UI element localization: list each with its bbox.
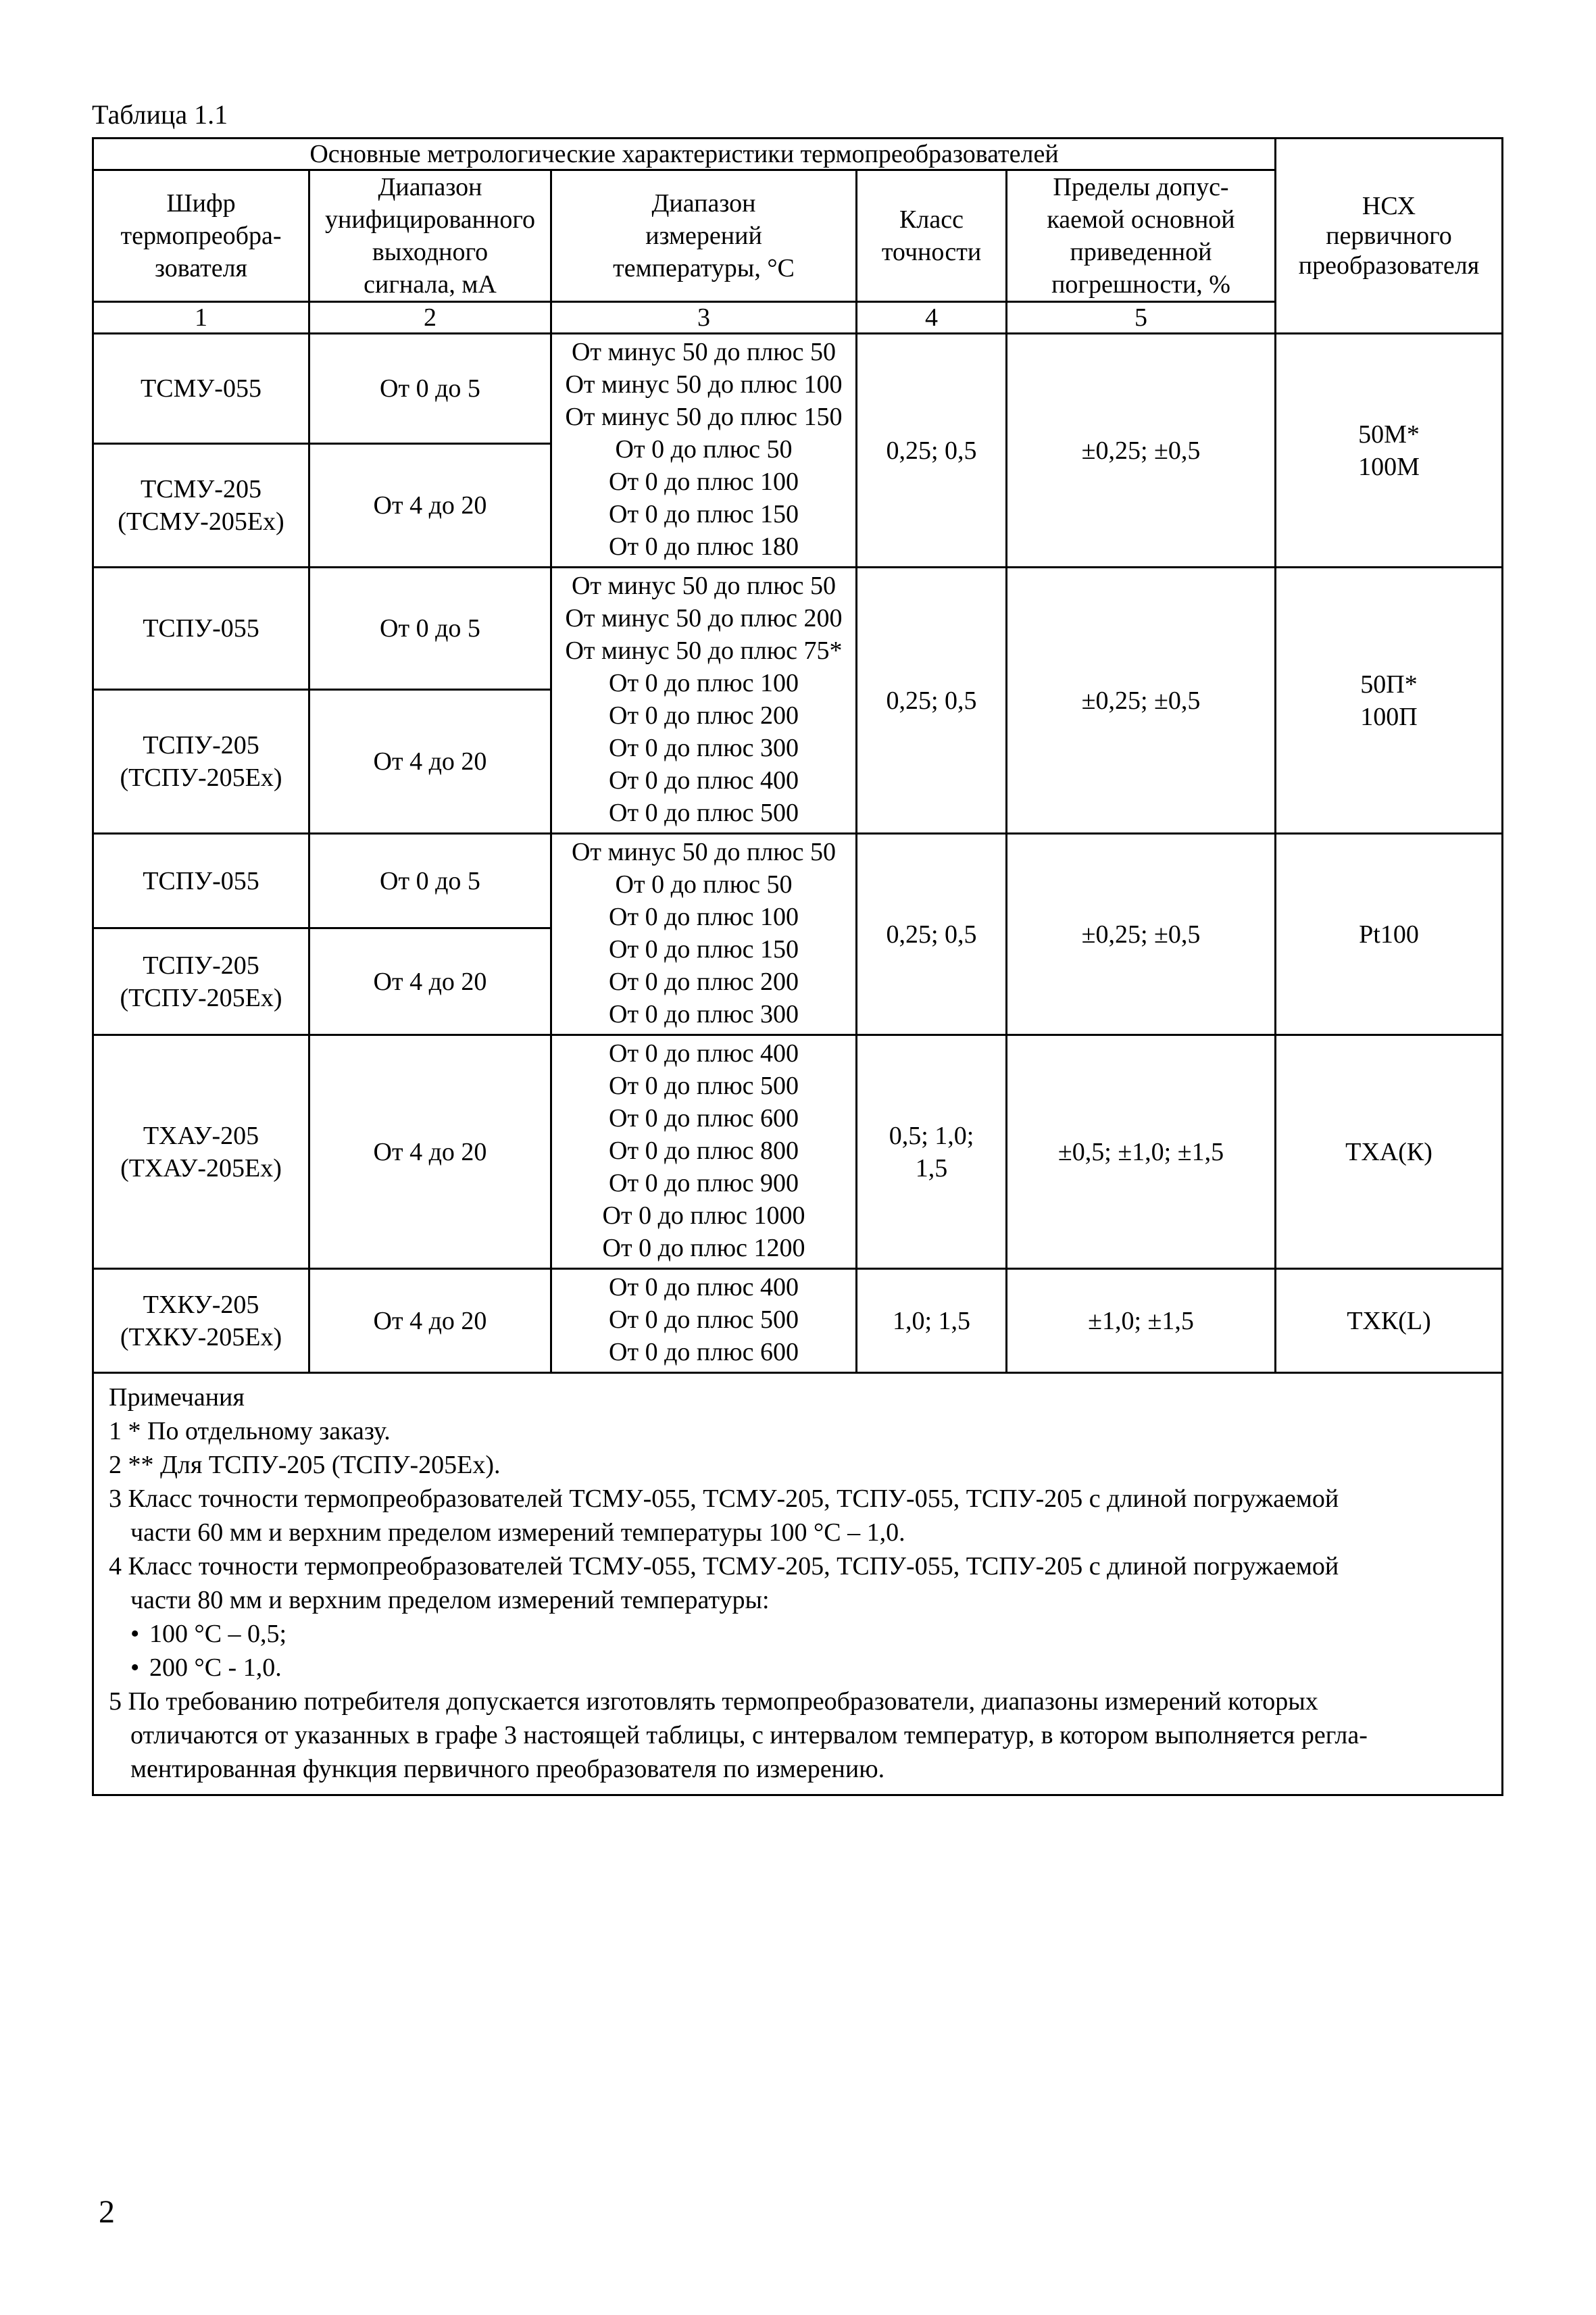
header-line: каемой основной — [1047, 205, 1235, 234]
range-line: От 0 до плюс 150 — [609, 500, 799, 528]
model-cipher-line: ТСПУ-205 — [143, 951, 259, 980]
bullet-text: 100 °С – 0,5; — [149, 1620, 287, 1648]
note-5-line-3: ментированная функция первичного преобразователя по измерению. — [130, 1755, 885, 1783]
range-line: От 0 до плюс 800 — [609, 1137, 799, 1165]
model-cipher — [93, 690, 309, 834]
output-signal: От 0 до 5 — [309, 568, 551, 690]
metrology-table — [92, 137, 1503, 1796]
range-line: От минус 50 до плюс 50 — [571, 838, 837, 866]
header-line: измерений — [645, 222, 762, 250]
model-cipher-line: ТХАУ-205 — [143, 1121, 259, 1150]
header-accuracy — [857, 170, 1007, 302]
error-limits: ±0,25; ±0,5 — [1007, 334, 1276, 568]
column-number: 4 — [857, 302, 1007, 334]
header-nsh — [1276, 139, 1503, 334]
header-line: НСХ — [1362, 192, 1416, 220]
header-error — [1007, 170, 1276, 302]
model-cipher-line: (ТСПУ-205Ех) — [120, 983, 282, 1012]
nsh-line: 50М* — [1358, 420, 1420, 449]
output-signal: От 4 до 20 — [309, 444, 551, 568]
header-line: Диапазон — [378, 173, 482, 201]
range-line: От минус 50 до плюс 150 — [565, 403, 843, 431]
model-cipher — [93, 1035, 309, 1269]
model-cipher — [93, 928, 309, 1035]
output-signal: От 4 до 20 — [309, 928, 551, 1035]
note-3-line-2: части 60 мм и верхним пределом измерений температуры 100 °С – 1,0. — [130, 1518, 905, 1547]
accuracy-class — [857, 568, 1007, 834]
header-line: Шифр — [166, 189, 236, 218]
note-5-line-2: отличаются от указанных в графе 3 настоящей таблицы, с интервалом температур, в котором выполняется регла- — [130, 1721, 1368, 1749]
notes-heading: Примечания — [109, 1383, 245, 1412]
range-line: От минус 50 до плюс 50 — [571, 338, 837, 366]
column-number: 1 — [93, 302, 309, 334]
range-line: От 0 до плюс 200 — [609, 968, 799, 996]
column-number: 3 — [551, 302, 857, 334]
nsh-type — [1276, 334, 1503, 568]
range-line: От 0 до плюс 400 — [609, 1273, 799, 1301]
table-caption: Таблица 1.1 — [92, 99, 228, 130]
error-limits: ±1,0; ±1,5 — [1007, 1269, 1276, 1373]
nsh-line: 100П — [1360, 702, 1418, 731]
error-limits: ±0,5; ±1,0; ±1,5 — [1007, 1035, 1276, 1269]
header-line: первичного — [1326, 222, 1452, 250]
note-2: 2 ** Для ТСПУ-205 (ТСПУ-205Ех). — [109, 1451, 501, 1479]
range-line: От 0 до плюс 600 — [609, 1338, 799, 1366]
model-cipher — [93, 334, 309, 444]
header-cipher — [93, 170, 309, 302]
table-title-row — [93, 139, 1503, 170]
group-row — [93, 834, 1503, 928]
output-signal: От 4 до 20 — [309, 690, 551, 834]
range-line: От 0 до плюс 200 — [609, 701, 799, 730]
header-line: Диапазон — [651, 189, 756, 218]
bullet-icon: • — [130, 1620, 140, 1648]
header-line: сигнала, мА — [364, 270, 497, 299]
group-row — [93, 568, 1503, 690]
page-number: 2 — [99, 2194, 115, 2230]
output-signal: От 4 до 20 — [309, 1269, 551, 1373]
header-line: термопреобра- — [120, 222, 282, 250]
range-line: От 0 до плюс 50 — [615, 435, 793, 464]
measurement-ranges — [551, 1269, 857, 1373]
nsh-type — [1276, 834, 1503, 1035]
measurement-ranges — [551, 834, 857, 1035]
model-cipher-line: ТСМУ-055 — [141, 374, 261, 403]
bullet-icon: • — [130, 1653, 140, 1682]
model-cipher-line: (ТХКУ-205Ех) — [120, 1322, 282, 1351]
model-cipher-line: (ТХАУ-205Ех) — [120, 1153, 282, 1183]
range-line: От минус 50 до плюс 200 — [565, 604, 843, 632]
range-line: От 0 до плюс 400 — [609, 766, 799, 795]
range-line: От 0 до плюс 180 — [609, 532, 799, 561]
accuracy-class — [857, 334, 1007, 568]
nsh-line: ТХА(К) — [1345, 1137, 1432, 1166]
model-cipher-line: ТСПУ-055 — [143, 866, 259, 895]
header-line: температуры, °С — [613, 254, 795, 282]
measurement-ranges — [551, 568, 857, 834]
error-limits: ±0,25; ±0,5 — [1007, 568, 1276, 834]
header-line: Класс — [899, 205, 964, 234]
accuracy-line: 1,0; 1,5 — [892, 1306, 971, 1335]
range-line: От 0 до плюс 100 — [609, 468, 799, 496]
header-line: унифицированного — [325, 205, 535, 234]
notes — [93, 1373, 1503, 1795]
range-line: От 0 до плюс 100 — [609, 669, 799, 697]
measurement-ranges — [551, 334, 857, 568]
model-cipher-line: ТСМУ-205 — [141, 475, 261, 503]
accuracy-class — [857, 1035, 1007, 1269]
accuracy-line: 0,5; 1,0; — [889, 1121, 974, 1150]
range-line: От 0 до плюс 400 — [609, 1039, 799, 1068]
note-5-line-1: 5 По требованию потребителя допускается изготовлять термопреобразователи, диапазоны измерений которых — [109, 1687, 1318, 1716]
range-line: От 0 до плюс 300 — [609, 734, 799, 762]
range-line: От 0 до плюс 500 — [609, 1072, 799, 1100]
range-line: От 0 до плюс 50 — [615, 870, 793, 899]
bullet-text: 200 °С - 1,0. — [149, 1653, 282, 1682]
notes-row — [93, 1373, 1503, 1795]
nsh-line: Pt100 — [1359, 920, 1419, 949]
range-line: От 0 до плюс 500 — [609, 1305, 799, 1334]
nsh-line: 100М — [1358, 452, 1420, 481]
model-cipher — [93, 834, 309, 928]
range-line: От минус 50 до плюс 75* — [565, 637, 843, 665]
note-1: 1 * По отдельному заказу. — [109, 1417, 391, 1445]
range-line: От 0 до плюс 500 — [609, 799, 799, 827]
header-range — [551, 170, 857, 302]
range-line: От 0 до плюс 150 — [609, 935, 799, 964]
group-row — [93, 334, 1503, 444]
note-4-line-1: 4 Класс точности термопреобразователей ТСМУ-055, ТСМУ-205, ТСПУ-055, ТСПУ-205 с длиной погружаемой — [109, 1552, 1339, 1580]
error-limits: ±0,25; ±0,5 — [1007, 834, 1276, 1035]
table-body — [93, 139, 1503, 1795]
accuracy-line: 0,25; 0,5 — [886, 686, 977, 715]
note-4-bullet — [109, 1617, 1492, 1651]
range-line: От 0 до плюс 100 — [609, 903, 799, 931]
range-line: От 0 до плюс 600 — [609, 1104, 799, 1132]
header-line: приведенной — [1070, 238, 1212, 266]
accuracy-line: 1,5 — [915, 1153, 948, 1183]
model-cipher — [93, 444, 309, 568]
header-line: точности — [881, 238, 982, 266]
column-number: 2 — [309, 302, 551, 334]
nsh-type — [1276, 568, 1503, 834]
group-row — [93, 1035, 1503, 1269]
model-cipher — [93, 568, 309, 690]
range-line: От 0 до плюс 300 — [609, 1000, 799, 1028]
nsh-type — [1276, 1269, 1503, 1373]
model-cipher-line: ТСПУ-205 — [143, 731, 259, 760]
output-signal: От 0 до 5 — [309, 834, 551, 928]
column-number: 5 — [1007, 302, 1276, 334]
range-line: От 0 до плюс 1000 — [602, 1201, 805, 1230]
range-line: От 0 до плюс 1200 — [602, 1234, 805, 1262]
model-cipher — [93, 1269, 309, 1373]
header-line: Пределы допус- — [1053, 173, 1229, 201]
note-4-bullet — [109, 1651, 1492, 1685]
accuracy-line: 0,25; 0,5 — [886, 920, 977, 949]
model-cipher-line: ТСПУ-055 — [143, 614, 259, 643]
nsh-line: 50П* — [1360, 670, 1418, 699]
accuracy-class — [857, 1269, 1007, 1373]
header-line: выходного — [372, 238, 489, 266]
measurement-ranges — [551, 1035, 857, 1269]
header-line: зователя — [154, 254, 248, 282]
output-signal: От 4 до 20 — [309, 1035, 551, 1269]
note-3-line-1: 3 Класс точности термопреобразователей ТСМУ-055, ТСМУ-205, ТСПУ-055, ТСПУ-205 с длиной погружаемой — [109, 1485, 1339, 1513]
range-line: От минус 50 до плюс 50 — [571, 572, 837, 600]
note-4-line-2: части 80 мм и верхним пределом измерений температуры: — [130, 1586, 770, 1614]
model-cipher-line: (ТСПУ-205Ех) — [120, 764, 282, 792]
nsh-line: ТХК(L) — [1347, 1306, 1431, 1335]
group-row — [93, 1269, 1503, 1373]
range-line: От минус 50 до плюс 100 — [565, 370, 843, 399]
table-title: Основные метрологические характеристики термопреобразователей — [93, 139, 1276, 170]
accuracy-line: 0,25; 0,5 — [886, 436, 977, 465]
accuracy-class — [857, 834, 1007, 1035]
range-line: От 0 до плюс 900 — [609, 1169, 799, 1197]
output-signal: От 0 до 5 — [309, 334, 551, 444]
header-line: преобразователя — [1298, 251, 1480, 280]
model-cipher-line: (ТСМУ-205Ех) — [118, 507, 284, 536]
nsh-type — [1276, 1035, 1503, 1269]
model-cipher-line: ТХКУ-205 — [143, 1290, 259, 1319]
header-line: погрешности, % — [1051, 270, 1230, 299]
header-signal — [309, 170, 551, 302]
